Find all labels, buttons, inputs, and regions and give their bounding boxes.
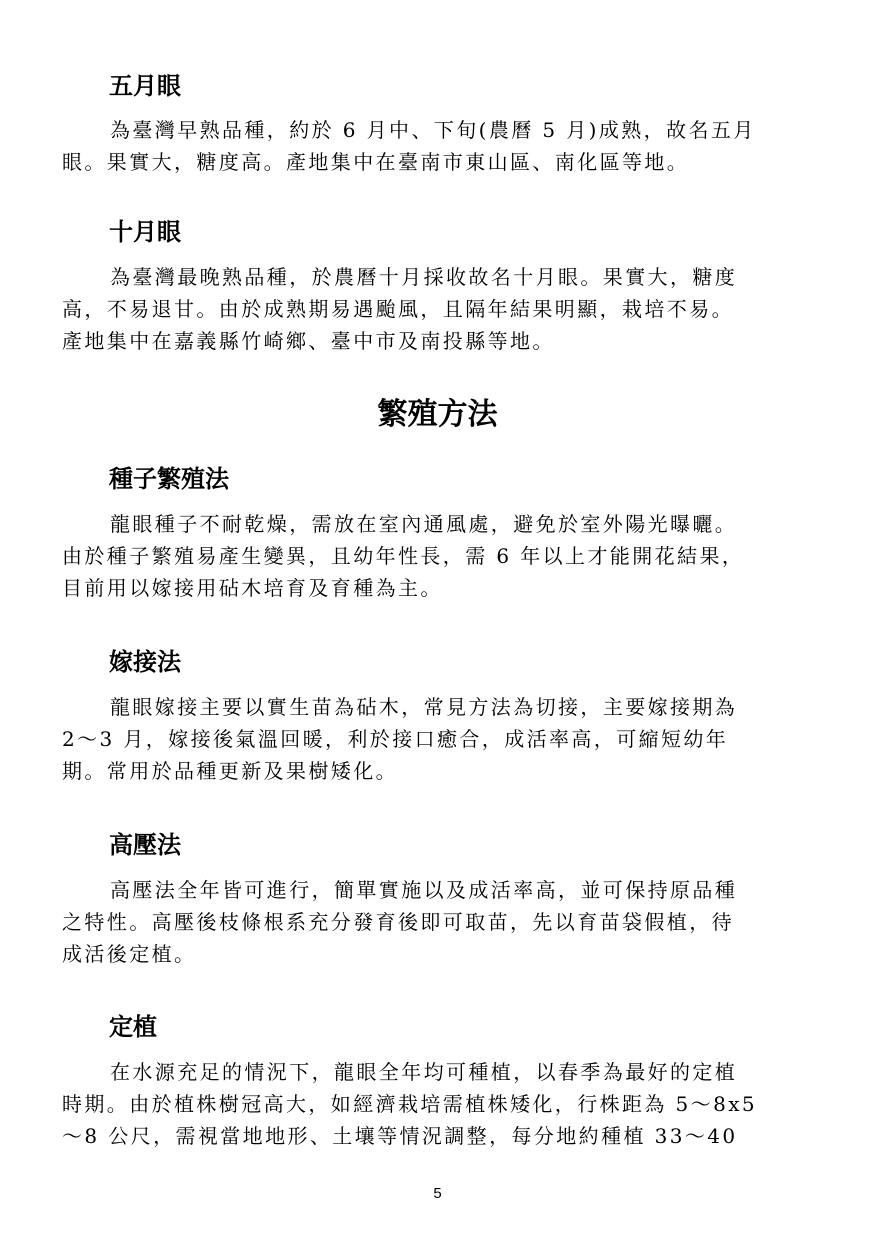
paragraph-shiyueyan bbox=[62, 261, 814, 357]
paragraph-wuyueyan bbox=[62, 114, 814, 178]
paragraph-line: 為臺灣早熟品種，約於 6 月中、下旬(農曆 5 月)成熟，故名五月 bbox=[110, 118, 756, 142]
paragraph-line: 高壓法全年皆可進行，簡單實施以及成活率高，並可保持原品種 bbox=[110, 878, 738, 902]
paragraph-line: 之特性。高壓後枝條根系充分發育後即可取苗，先以育苗袋假植，待 bbox=[62, 910, 734, 934]
paragraph-planting bbox=[62, 1056, 814, 1152]
paragraph-line: 成活後定植。 bbox=[62, 942, 197, 966]
paragraph-line: 在水源充足的情況下，龍眼全年均可種植，以春季為最好的定植 bbox=[110, 1060, 738, 1084]
paragraph-line: 期。常用於品種更新及果樹矮化。 bbox=[62, 759, 398, 783]
paragraph-line: 2～3 月，嫁接後氣溫回暖，利於接口癒合，成活率高，可縮短幼年 bbox=[62, 727, 729, 751]
paragraph-line: 時期。由於植株樹冠高大，如經濟栽培需植株矮化，行株距為 5～8x5 bbox=[62, 1092, 758, 1116]
heading-shiyueyan: 十月眼 bbox=[109, 218, 181, 246]
paragraph-line: 龍眼嫁接主要以實生苗為砧木，常見方法為切接，主要嫁接期為 bbox=[110, 695, 738, 719]
paragraph-line: 目前用以嫁接用砧木培育及育種為主。 bbox=[62, 576, 443, 600]
paragraph-line: 龍眼種子不耐乾燥，需放在室內通風處，避免於室外陽光曝曬。 bbox=[110, 512, 738, 536]
paragraph-line: 由於種子繁殖易產生變異，且幼年性長，需 6 年以上才能開花結果， bbox=[62, 544, 745, 568]
paragraph-seed-propagation bbox=[62, 508, 814, 604]
section-title-propagation: 繁殖方法 bbox=[377, 397, 498, 432]
paragraph-grafting bbox=[62, 691, 814, 787]
heading-planting: 定植 bbox=[109, 1013, 157, 1041]
paragraph-line: ～8 公尺，需視當地地形、土壤等情況調整，每分地約種植 33～40 bbox=[62, 1124, 738, 1148]
heading-air-layering: 高壓法 bbox=[109, 831, 181, 859]
page-number: 5 bbox=[433, 1185, 442, 1202]
paragraph-air-layering bbox=[62, 874, 814, 970]
paragraph-line: 產地集中在嘉義縣竹崎鄉、臺中市及南投縣等地。 bbox=[62, 329, 555, 353]
heading-seed-propagation: 種子繁殖法 bbox=[109, 465, 229, 493]
heading-grafting: 嫁接法 bbox=[109, 648, 181, 676]
paragraph-line: 高，不易退甘。由於成熟期易遇颱風，且隔年結果明顯，栽培不易。 bbox=[62, 297, 734, 321]
heading-wuyueyan: 五月眼 bbox=[109, 72, 181, 100]
paragraph-line: 眼。果實大，糖度高。產地集中在臺南市東山區、南化區等地。 bbox=[62, 150, 690, 174]
paragraph-line: 為臺灣最晚熟品種，於農曆十月採收故名十月眼。果實大，糖度 bbox=[110, 265, 738, 289]
